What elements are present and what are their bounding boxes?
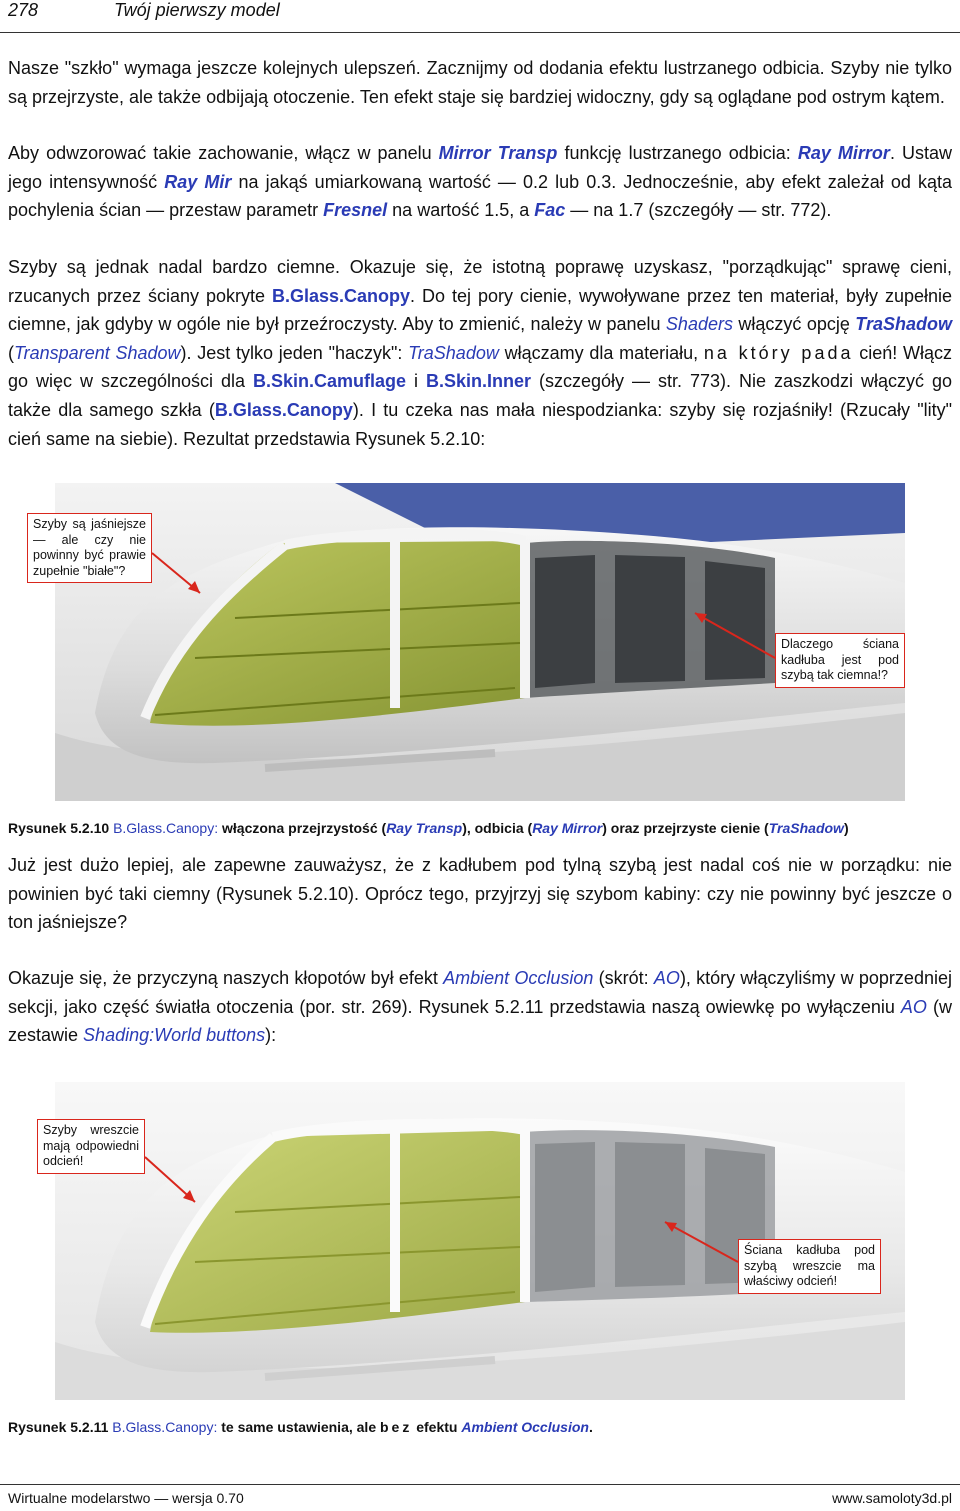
page-number: 278 (8, 0, 39, 20)
footer-book-title: Wirtualne modelarstwo — wersja 0.70 (8, 1490, 244, 1506)
callout-text: Szyby są jaśniejsze — ale czy nie powinny być prawie zupełnie "białe"? (33, 517, 146, 578)
emphasis-bez: bez (380, 1419, 413, 1435)
paragraph-still-dark (8, 851, 952, 937)
term-ambient-occlusion: Ambient Occlusion (461, 1419, 589, 1435)
text: ), odbicia ( (462, 820, 533, 836)
caption-label: Rysunek 5.2.11 (8, 1419, 109, 1435)
callout-text: Ściana kadłuba pod szybą wreszcie ma właściwy odcień! (744, 1243, 875, 1288)
term-shading-world-buttons: Shading:World buttons (83, 1025, 266, 1046)
caption-figure-5-2-11 (8, 1419, 952, 1435)
text: ) (843, 820, 849, 836)
term-ray-mirror: Ray Mirror (532, 820, 603, 836)
term-ao: AO (900, 996, 927, 1017)
text: i (406, 371, 427, 392)
paragraph-mirror-settings (8, 139, 952, 225)
text: ( (8, 342, 14, 363)
term-trashadow: TraShadow (408, 342, 499, 363)
header-divider (0, 32, 960, 33)
term-ao: AO (653, 968, 680, 988)
text: (w zestawie (8, 996, 952, 1046)
text: ). Jest tylko jeden "haczyk": (180, 342, 409, 363)
footer-divider (0, 1484, 960, 1485)
paragraph-shadows (8, 253, 952, 453)
text: Szyby są jednak nadal bardzo ciemne. Okazuje się, że istotną poprawę uzyskasz, "porządkując" sprawę cieni, rzucanych przez ściany pokryte (8, 257, 952, 306)
term-glass-canopy: B.Glass.Canopy (272, 285, 411, 306)
callout-arrows (55, 483, 905, 801)
callout-arrows (55, 1082, 905, 1400)
text: włączona przejrzystość ( (218, 820, 387, 836)
text: efektu (412, 1419, 462, 1435)
term-fresnel: Fresnel (323, 200, 388, 221)
text: na wartość 1.5, a (387, 200, 535, 221)
term-trashadow: TraShadow (855, 314, 952, 335)
text: ). I tu czeka nas mała niespodzianka: szyby się rozjaśniły! (Rzucały "lity" cień same na siebie). Rezultat przedstawia Rysunek 5.2.10: (8, 399, 953, 449)
paragraph-ambient-occlusion (8, 964, 952, 1050)
term-mirror-transp: Mirror Transp (438, 143, 558, 163)
text: Aby odwzorować takie zachowanie, włącz w panelu (8, 143, 439, 163)
term-ray-mir: Ray Mir (164, 171, 232, 192)
callout-text: Szyby wreszcie mają odpowiedni odcień! (43, 1123, 139, 1168)
footer-website: www.samoloty3d.pl (832, 1490, 952, 1506)
text: ): (265, 1025, 277, 1046)
text: Już jest dużo lepiej, ale zapewne zauważysz, że z kadłubem pod tylną szybą jest nadal coś nie w porządku: nie powinien być taki ciemny (Rysunek 5.2.10). Oprócz tego, przyjrzyj się szybom kabiny: czy nie powinny być jeszcze o ton jaśniejsze? (8, 855, 952, 933)
term-ambient-occlusion: Ambient Occlusion (443, 968, 594, 988)
text: Okazuje się, że przyczyną naszych kłopotów był efekt (8, 968, 444, 988)
text: Nasze "szkło" wymaga jeszcze kolejnych ulepszeń. Zacznijmy od dodania efektu lustrzanego odbicia. Szyby nie tylko są przejrzyste, ale także odbijają otoczenie. Ten efekt staje się bardziej widoczny, gdy są oglądane pod ostrym kątem. (8, 58, 952, 107)
text: na jakąś umiarkowaną wartość — 0.2 lub 0.3. Jednocześnie, aby efekt zależał od kąta pochylenia ścian — przestaw parametr (8, 171, 952, 221)
text: te same ustawienia, ale (217, 1419, 380, 1435)
emphasis-na-ktory-pada: na który pada (703, 342, 854, 363)
text: cień! Włącz go więc w szczególności dla (8, 342, 953, 392)
term-fac: Fac (534, 200, 566, 221)
text: . (588, 1419, 593, 1435)
text: włączyć opcję (732, 314, 856, 335)
text: funkcję lustrzanego odbicia: (557, 143, 798, 163)
term-skin-inner: B.Skin.Inner (426, 371, 532, 392)
term-trashadow: TraShadow (768, 820, 844, 836)
term-shaders: Shaders (665, 314, 733, 335)
caption-figure-5-2-10 (8, 820, 952, 836)
chapter-title: Twój pierwszy model (114, 0, 280, 20)
term-glass-canopy: B.Glass.Canopy (214, 399, 353, 420)
text: ), który włączyliśmy w poprzedniej sekcji, jako część światła otoczenia (por. str. 269). Rysunek 5.2.11 przedstawia naszą owiewkę po wyłączeniu (8, 968, 952, 1017)
page-header (8, 0, 952, 30)
text: . Do tej pory cienie, wywoływane przez ten materiał, były zupełnie ciemne, jak gdyby w ogóle nie był przeźroczysty. Aby to zmienić, należy w panelu (8, 285, 952, 335)
term-skin-camuflage: B.Skin.Camuflage (253, 371, 407, 392)
text: — na 1.7 (szczegóły — str. 772). (565, 200, 832, 221)
text: włączamy dla materiału, (498, 342, 704, 363)
text: . Ustaw jego intensywność (8, 143, 953, 192)
caption-label: Rysunek 5.2.10 (8, 820, 110, 836)
term-ray-transp: Ray Transp (386, 820, 463, 836)
term-ray-mirror: Ray Mirror (797, 143, 890, 163)
figure-5-2-11 (43, 1082, 905, 1400)
text: (szczegóły — str. 773). Nie zaszkodzi włączyć go także dla samego szkła ( (8, 371, 952, 420)
caption-material: B.Glass.Canopy: (112, 1419, 218, 1435)
caption-material: B.Glass.Canopy: (113, 820, 219, 836)
figure-5-2-10 (33, 483, 905, 801)
text: (skrót: (593, 968, 654, 988)
page-footer (8, 1490, 952, 1506)
text: ) oraz przejrzyste cienie ( (602, 820, 769, 836)
callout-text: Dlaczego ściana kadłuba jest pod szybą tak ciemna!? (781, 637, 899, 682)
term-transparent-shadow: Transparent Shadow (14, 342, 181, 363)
paragraph-mirror-intro (8, 54, 952, 111)
